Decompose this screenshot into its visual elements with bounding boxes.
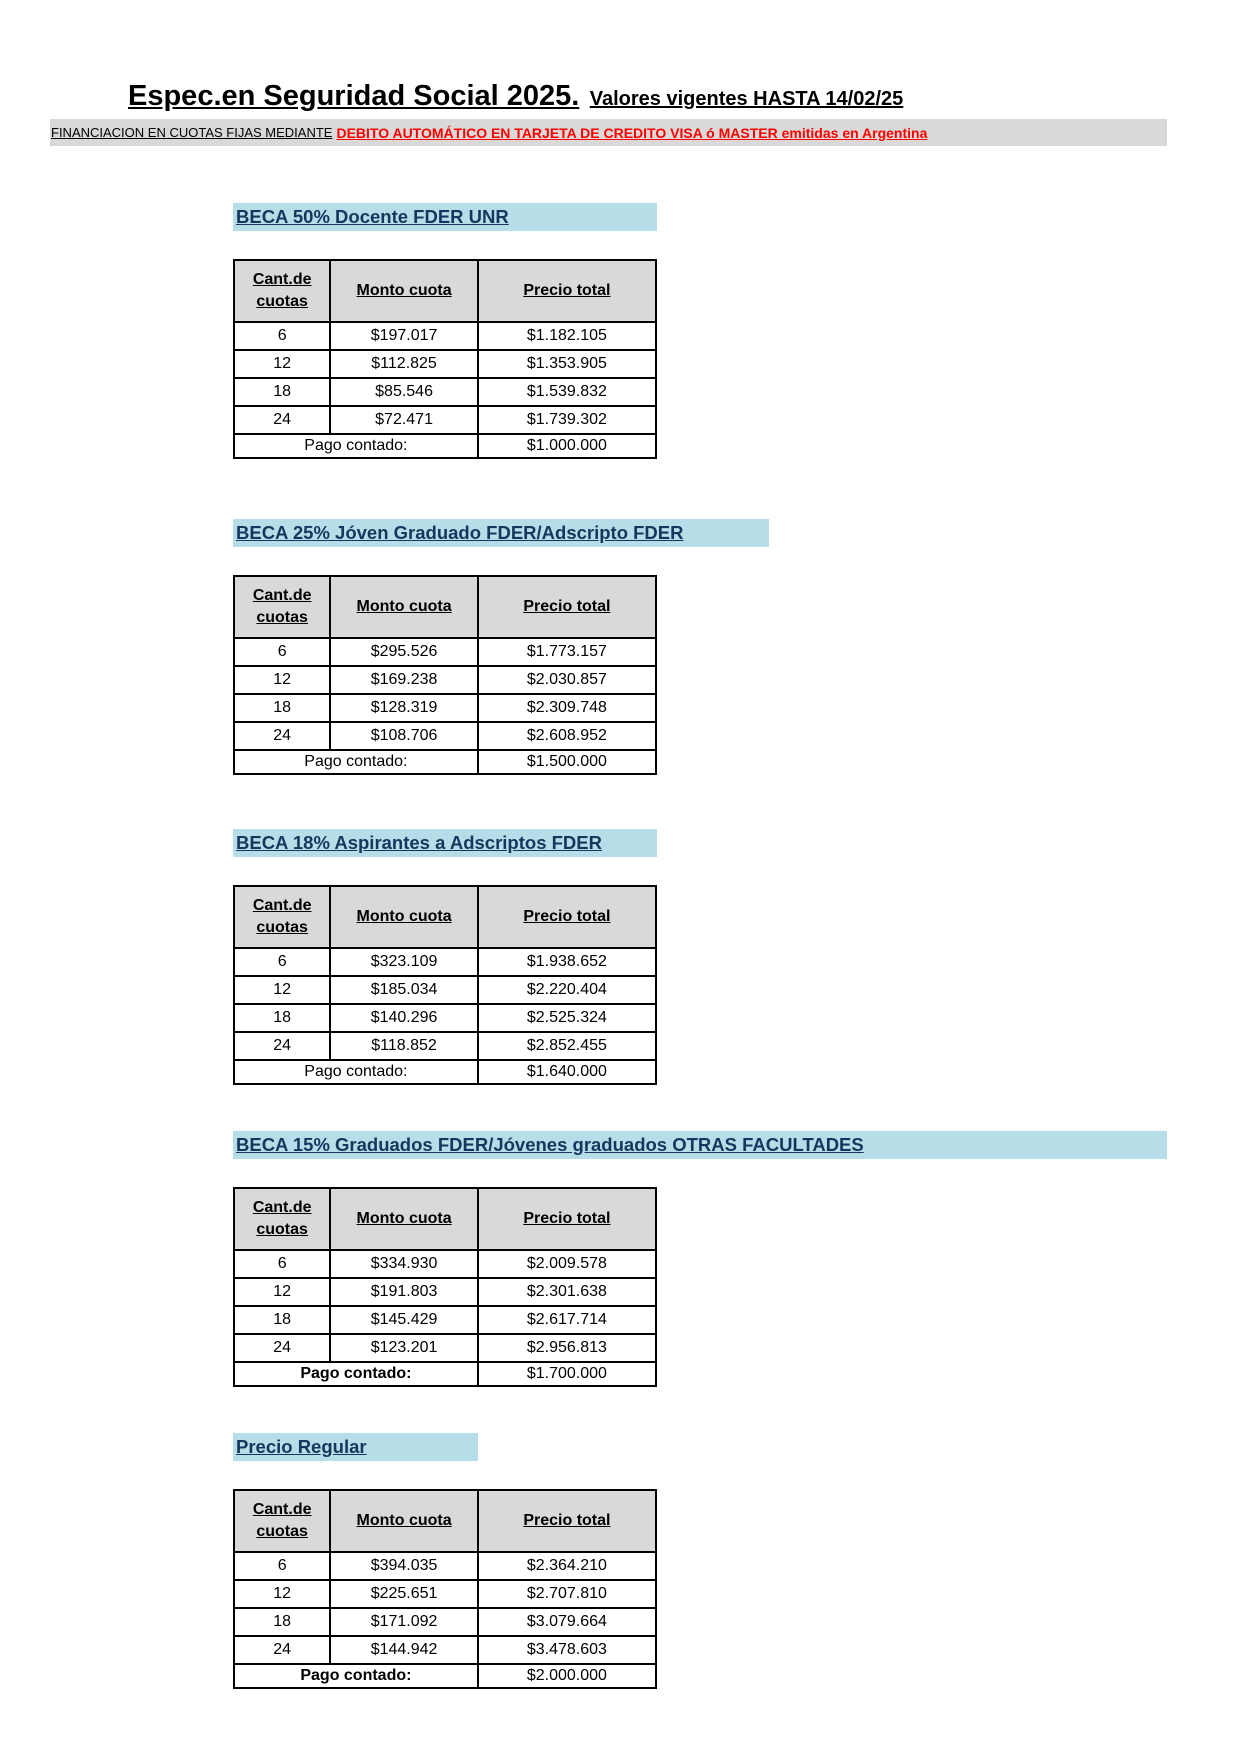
table-row — [234, 694, 656, 722]
column-header-monto: Monto cuota — [330, 576, 478, 638]
section-title: BECA 25% Jóven Graduado FDER/Adscripto FDER — [233, 519, 769, 547]
monto-cell: $128.319 — [330, 694, 478, 722]
monto-cell: $145.429 — [330, 1306, 478, 1334]
contado-row — [234, 750, 656, 774]
cuotas-cell: 24 — [234, 1032, 330, 1060]
column-header-total: Precio total — [478, 886, 656, 948]
contado-value: $1.500.000 — [478, 750, 656, 774]
table-row — [234, 378, 656, 406]
table-row — [234, 1306, 656, 1334]
monto-cell: $334.930 — [330, 1250, 478, 1278]
table-row — [234, 406, 656, 434]
cuotas-cell: 18 — [234, 694, 330, 722]
column-header-cuotas: Cant.de cuotas — [234, 576, 330, 638]
contado-row — [234, 1664, 656, 1688]
section-title: BECA 18% Aspirantes a Adscriptos FDER — [233, 829, 657, 857]
column-header-monto: Monto cuota — [330, 1490, 478, 1552]
contado-label: Pago contado: — [234, 1060, 478, 1084]
total-cell: $2.030.857 — [478, 666, 656, 694]
monto-cell: $197.017 — [330, 322, 478, 350]
price-section-beca-15 — [233, 1131, 1167, 1387]
total-cell: $2.220.404 — [478, 976, 656, 1004]
table-row — [234, 1580, 656, 1608]
column-header-monto: Monto cuota — [330, 886, 478, 948]
monto-cell: $394.035 — [330, 1552, 478, 1580]
table-row — [234, 948, 656, 976]
cuotas-cell: 6 — [234, 322, 330, 350]
total-cell: $2.852.455 — [478, 1032, 656, 1060]
contado-row — [234, 1060, 656, 1084]
table-row — [234, 1636, 656, 1664]
price-section-beca-18 — [233, 829, 657, 1085]
contado-row — [234, 434, 656, 458]
total-cell: $1.539.832 — [478, 378, 656, 406]
monto-cell: $169.238 — [330, 666, 478, 694]
total-cell: $2.525.324 — [478, 1004, 656, 1032]
column-header-total: Precio total — [478, 1490, 656, 1552]
total-cell: $1.739.302 — [478, 406, 656, 434]
column-header-total: Precio total — [478, 1188, 656, 1250]
monto-cell: $295.526 — [330, 638, 478, 666]
section-title: BECA 15% Graduados FDER/Jóvenes graduados OTRAS FACULTADES — [233, 1131, 1167, 1159]
monto-cell: $72.471 — [330, 406, 478, 434]
cuotas-cell: 12 — [234, 976, 330, 1004]
table-row — [234, 1552, 656, 1580]
cuotas-cell: 18 — [234, 1306, 330, 1334]
monto-cell: $171.092 — [330, 1608, 478, 1636]
total-cell: $1.773.157 — [478, 638, 656, 666]
section-title: Precio Regular — [233, 1433, 478, 1461]
cuotas-cell: 24 — [234, 406, 330, 434]
financing-highlight: DEBITO AUTOMÁTICO EN TARJETA DE CREDITO VISA ó MASTER emitidas en Argentina — [336, 124, 928, 141]
financing-prefix: FINANCIACION EN CUOTAS FIJAS MEDIANTE — [51, 125, 333, 140]
cuotas-cell: 6 — [234, 948, 330, 976]
cuotas-cell: 12 — [234, 1580, 330, 1608]
price-table — [233, 1489, 657, 1689]
total-cell: $2.956.813 — [478, 1334, 656, 1362]
document-subtitle: Valores vigentes HASTA 14/02/25 — [589, 88, 904, 110]
cuotas-cell: 18 — [234, 1608, 330, 1636]
column-header-cuotas: Cant.de cuotas — [234, 260, 330, 322]
table-row — [234, 1278, 656, 1306]
monto-cell: $225.651 — [330, 1580, 478, 1608]
total-cell: $1.182.105 — [478, 322, 656, 350]
document-title: Espec.en Seguridad Social 2025. — [128, 80, 580, 112]
total-cell: $1.938.652 — [478, 948, 656, 976]
table-header-row — [234, 260, 656, 322]
monto-cell: $140.296 — [330, 1004, 478, 1032]
cuotas-cell: 6 — [234, 638, 330, 666]
contado-value: $1.700.000 — [478, 1362, 656, 1386]
table-row — [234, 1250, 656, 1278]
monto-cell: $118.852 — [330, 1032, 478, 1060]
total-cell: $2.617.714 — [478, 1306, 656, 1334]
cuotas-cell: 12 — [234, 1278, 330, 1306]
price-table — [233, 885, 657, 1085]
cuotas-cell: 6 — [234, 1250, 330, 1278]
price-section-beca-25 — [233, 519, 769, 775]
financing-banner — [50, 119, 1167, 146]
table-row — [234, 322, 656, 350]
table-header-row — [234, 1188, 656, 1250]
table-row — [234, 976, 656, 1004]
contado-value: $1.000.000 — [478, 434, 656, 458]
column-header-cuotas: Cant.de cuotas — [234, 1490, 330, 1552]
table-row — [234, 1334, 656, 1362]
cuotas-cell: 24 — [234, 722, 330, 750]
monto-cell: $185.034 — [330, 976, 478, 1004]
table-row — [234, 350, 656, 378]
monto-cell: $123.201 — [330, 1334, 478, 1362]
document-title-line — [128, 80, 903, 113]
total-cell: $2.608.952 — [478, 722, 656, 750]
table-row — [234, 1608, 656, 1636]
total-cell: $2.009.578 — [478, 1250, 656, 1278]
price-table — [233, 259, 657, 459]
contado-value: $2.000.000 — [478, 1664, 656, 1688]
column-header-monto: Monto cuota — [330, 1188, 478, 1250]
column-header-total: Precio total — [478, 260, 656, 322]
table-header-row — [234, 1490, 656, 1552]
price-section-beca-50 — [233, 203, 657, 459]
contado-label: Pago contado: — [234, 1362, 478, 1386]
column-header-monto: Monto cuota — [330, 260, 478, 322]
monto-cell: $144.942 — [330, 1636, 478, 1664]
total-cell: $2.364.210 — [478, 1552, 656, 1580]
table-row — [234, 1032, 656, 1060]
monto-cell: $85.546 — [330, 378, 478, 406]
table-header-row — [234, 576, 656, 638]
contado-label: Pago contado: — [234, 1664, 478, 1688]
contado-value: $1.640.000 — [478, 1060, 656, 1084]
total-cell: $3.478.603 — [478, 1636, 656, 1664]
cuotas-cell: 18 — [234, 1004, 330, 1032]
table-header-row — [234, 886, 656, 948]
contado-row — [234, 1362, 656, 1386]
column-header-cuotas: Cant.de cuotas — [234, 1188, 330, 1250]
column-header-cuotas: Cant.de cuotas — [234, 886, 330, 948]
section-title: BECA 50% Docente FDER UNR — [233, 203, 657, 231]
price-section-regular — [233, 1433, 657, 1689]
price-table — [233, 1187, 657, 1387]
column-header-total: Precio total — [478, 576, 656, 638]
total-cell: $2.309.748 — [478, 694, 656, 722]
price-table — [233, 575, 657, 775]
cuotas-cell: 6 — [234, 1552, 330, 1580]
contado-label: Pago contado: — [234, 750, 478, 774]
cuotas-cell: 24 — [234, 1636, 330, 1664]
table-row — [234, 722, 656, 750]
cuotas-cell: 24 — [234, 1334, 330, 1362]
table-row — [234, 638, 656, 666]
monto-cell: $108.706 — [330, 722, 478, 750]
total-cell: $2.707.810 — [478, 1580, 656, 1608]
monto-cell: $323.109 — [330, 948, 478, 976]
cuotas-cell: 18 — [234, 378, 330, 406]
monto-cell: $191.803 — [330, 1278, 478, 1306]
total-cell: $2.301.638 — [478, 1278, 656, 1306]
cuotas-cell: 12 — [234, 666, 330, 694]
cuotas-cell: 12 — [234, 350, 330, 378]
total-cell: $1.353.905 — [478, 350, 656, 378]
table-row — [234, 666, 656, 694]
total-cell: $3.079.664 — [478, 1608, 656, 1636]
contado-label: Pago contado: — [234, 434, 478, 458]
monto-cell: $112.825 — [330, 350, 478, 378]
table-row — [234, 1004, 656, 1032]
